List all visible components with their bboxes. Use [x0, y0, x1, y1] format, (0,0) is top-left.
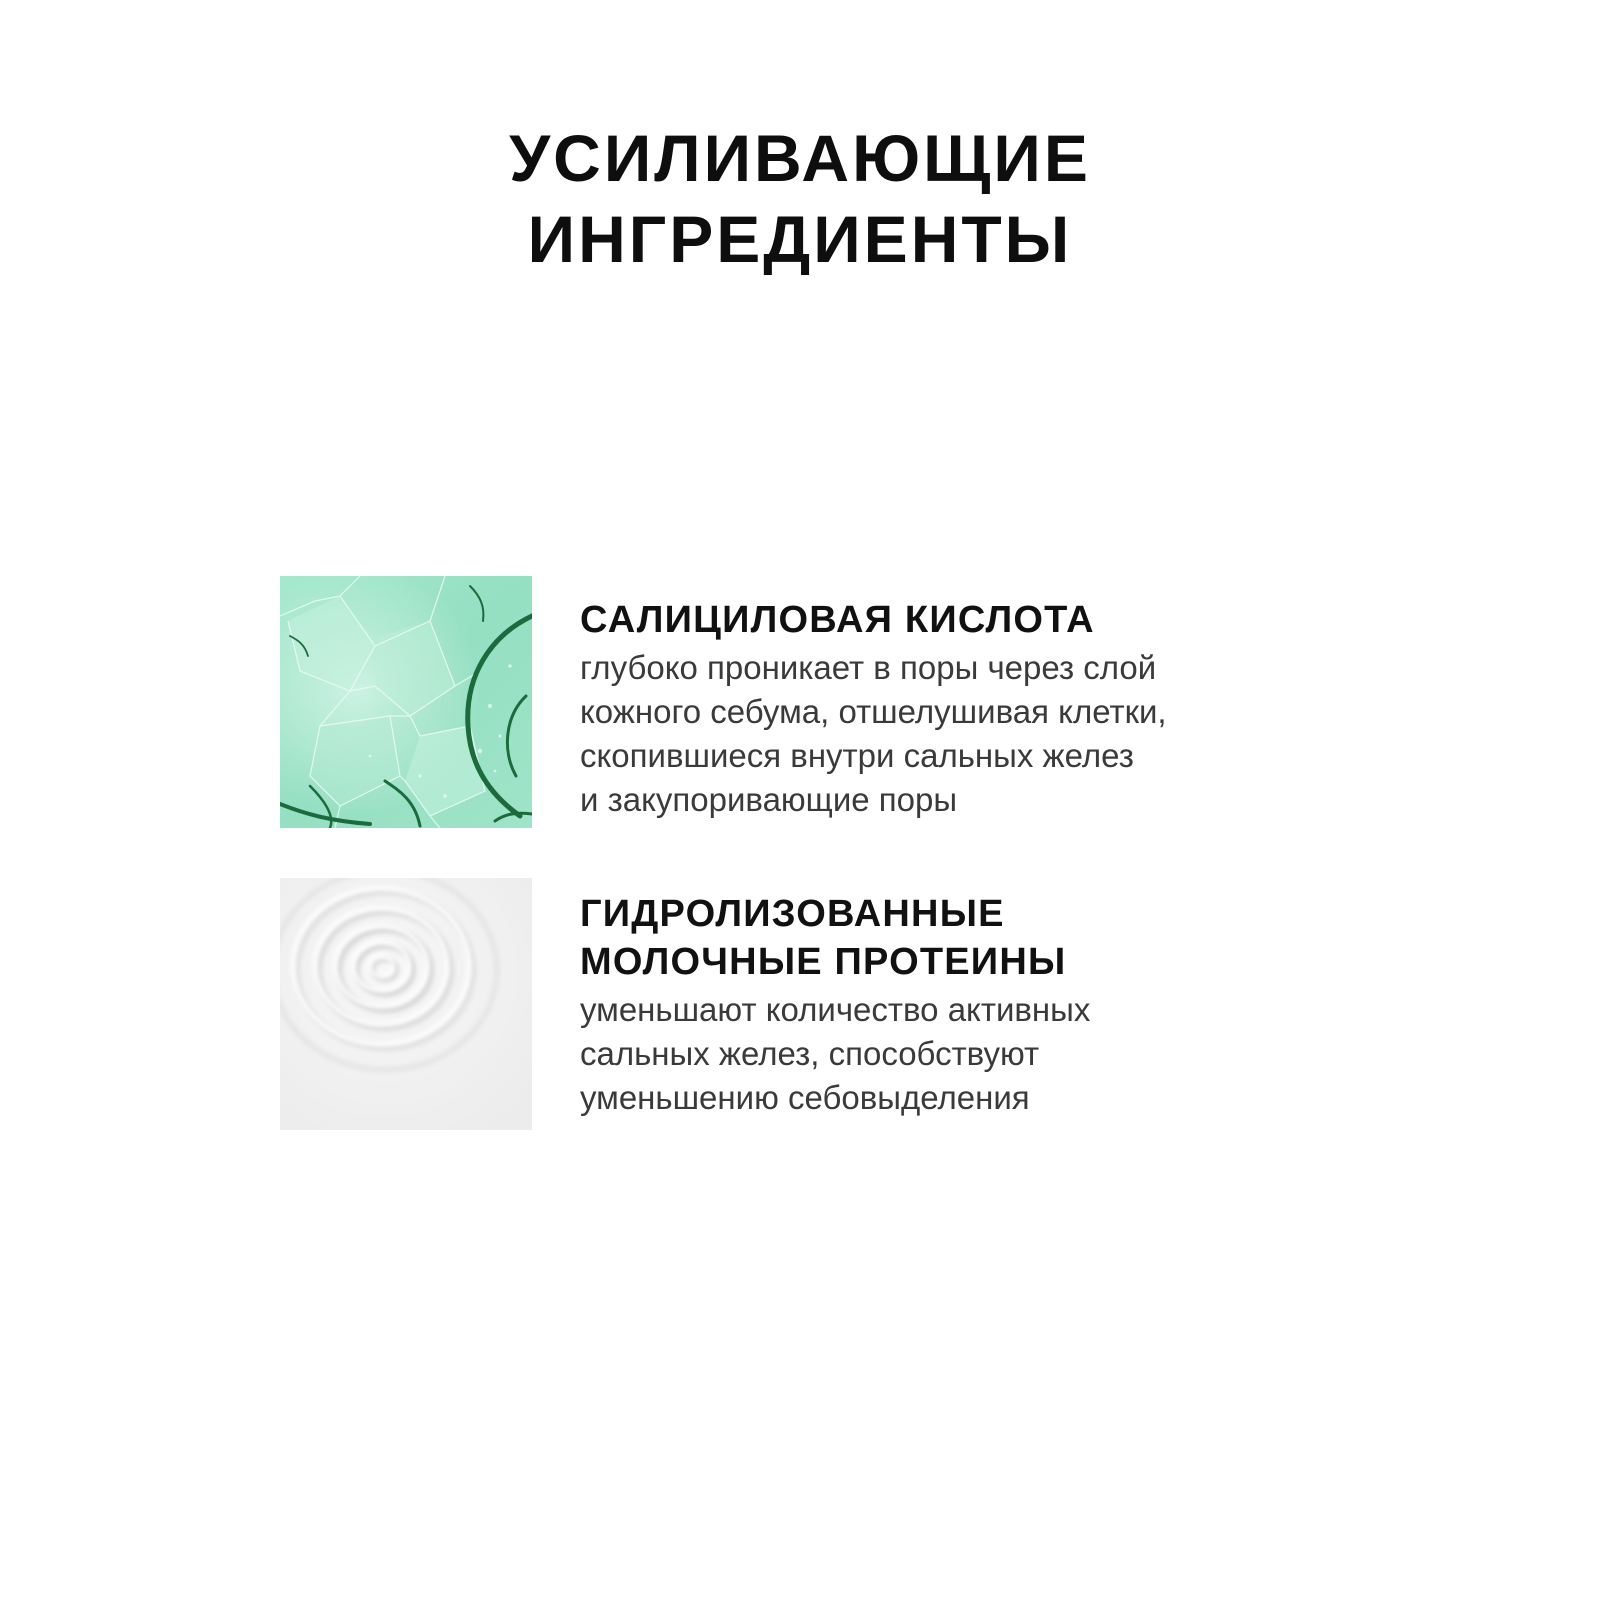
milk-proteins-texture-image	[280, 878, 532, 1130]
ingredient-description-line: скопившиеся внутри сальных желез	[580, 737, 1134, 774]
ingredient-heading	[580, 890, 1340, 986]
page-title-line-2: ИНГРЕДИЕНТЫ	[527, 202, 1073, 276]
page-title-line-1: УСИЛИВАЮЩИЕ	[509, 121, 1091, 195]
ingredient-description-line: сальных желез, способствуют	[580, 1035, 1040, 1072]
ingredient-heading-line: ГИДРОЛИЗОВАННЫЕ	[580, 893, 1005, 935]
salicylic-acid-texture-image	[280, 576, 532, 828]
ingredient-description-line: кожного себума, отшелушивая клетки,	[580, 693, 1167, 730]
ingredient-description-line: глубоко проникает в поры через слой	[580, 649, 1157, 686]
ingredient-heading-line: САЛИЦИЛОВАЯ КИСЛОТА	[580, 599, 1095, 641]
ingredient-milk-proteins	[580, 890, 1340, 1120]
ingredient-heading-line: МОЛОЧНЫЕ ПРОТЕИНЫ	[580, 941, 1067, 983]
ingredient-salicylic-acid	[580, 596, 1340, 822]
ingredient-description-line: и закупоривающие поры	[580, 781, 958, 818]
ingredient-heading	[580, 596, 1340, 644]
ingredient-description	[580, 988, 1340, 1120]
ingredient-description-line: уменьшению себовыделения	[580, 1079, 1030, 1116]
page-title	[0, 118, 1600, 280]
ingredient-description-line: уменьшают количество активных	[580, 991, 1091, 1028]
ingredient-description	[580, 646, 1340, 822]
